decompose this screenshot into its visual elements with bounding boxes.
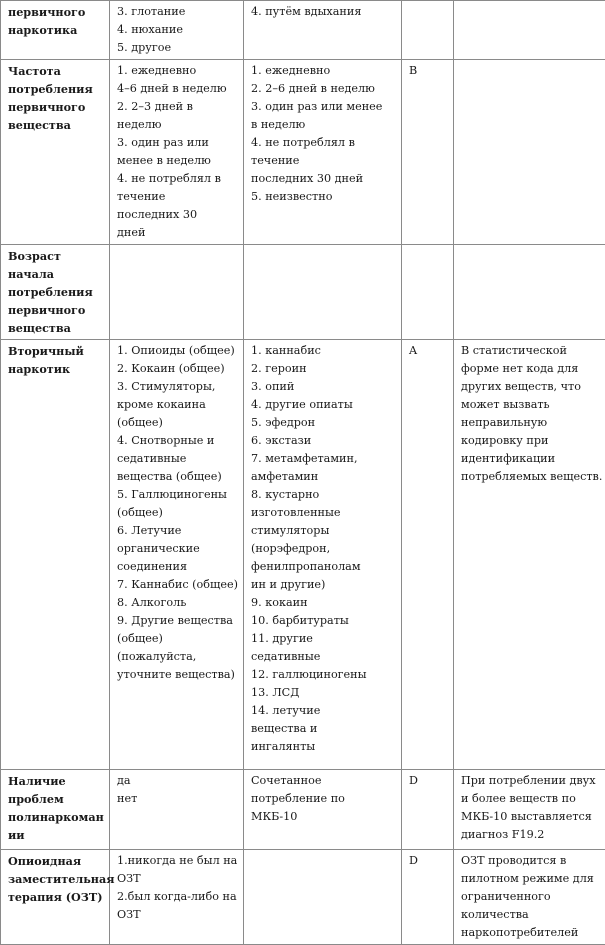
row-label: Опиоидная заместительная терапия (ОЗТ) bbox=[1, 850, 110, 945]
option-item: 2. Кокаин (общее) bbox=[117, 360, 243, 378]
row-label: первичного наркотика bbox=[1, 1, 110, 60]
option-item: 7. Каннабис (общее) bbox=[117, 576, 243, 594]
option-item: 4. не потреблял в течение последних 30 дней bbox=[251, 134, 401, 188]
option-item: 5. неизвестно bbox=[251, 188, 401, 206]
option-item: 5. другое bbox=[117, 39, 243, 57]
code-cell: D bbox=[402, 850, 454, 945]
options-col-b bbox=[244, 245, 402, 340]
row-label: Возраст начала потребления первичного вещества bbox=[1, 245, 110, 340]
option-item: 2. 2–6 дней в неделю bbox=[251, 80, 401, 98]
options-col-a bbox=[110, 245, 244, 340]
option-item: 5. эфедрон bbox=[251, 414, 401, 432]
option-item: 4. нюхание bbox=[117, 21, 243, 39]
option-item: 3. один раз или менее в неделю bbox=[117, 134, 243, 170]
option-item: 4. не потреблял в течение последних 30 дней bbox=[117, 170, 243, 242]
option-item: 6. экстази bbox=[251, 432, 401, 450]
option-item: 3. Стимуляторы, кроме кокаина (общее) bbox=[117, 378, 243, 432]
option-item: 2. 2–3 дней в неделю bbox=[117, 98, 243, 134]
option-item: 9. Другие вещества (общее) (пожалуйста, уточните вещества) bbox=[117, 612, 243, 684]
option-item: 6. Летучие органические соединения bbox=[117, 522, 243, 576]
table-row bbox=[1, 770, 605, 850]
code-cell: B bbox=[402, 60, 454, 245]
option-item: нет bbox=[117, 790, 243, 808]
option-item: 2.был когда-либо на ОЗТ bbox=[117, 888, 243, 924]
code-cell bbox=[402, 245, 454, 340]
table-row bbox=[1, 245, 605, 340]
note-cell: ОЗТ проводится в пилотном режиме для ограниченного количества наркопотребителей bbox=[454, 850, 605, 945]
note-cell: В статистической форме нет кода для других веществ, что может вызвать неправильную кодировку при идентификации потребляемых веществ. bbox=[454, 340, 605, 770]
note-cell bbox=[454, 245, 605, 340]
option-item: 3. глотание bbox=[117, 3, 243, 21]
note-cell bbox=[454, 60, 605, 245]
option-item: 2. героин bbox=[251, 360, 401, 378]
table-row bbox=[1, 60, 605, 245]
option-item: 7. метамфетамин, амфетамин bbox=[251, 450, 401, 486]
options-col-a bbox=[110, 60, 244, 245]
option-item: 1. ежедневно bbox=[251, 62, 401, 80]
option-item: 4. другие опиаты bbox=[251, 396, 401, 414]
option-item: 12. галлюциногены bbox=[251, 666, 401, 684]
options-col-b bbox=[244, 1, 402, 60]
options-col-b bbox=[244, 850, 402, 945]
note-cell bbox=[454, 1, 605, 60]
option-item: 3. один раз или менее в неделю bbox=[251, 98, 401, 134]
code-cell bbox=[402, 1, 454, 60]
row-label: Вторичный наркотик bbox=[1, 340, 110, 770]
options-col-b bbox=[244, 340, 402, 770]
options-col-b bbox=[244, 770, 402, 850]
options-col-a bbox=[110, 850, 244, 945]
option-item: 1. Опиоиды (общее) bbox=[117, 342, 243, 360]
option-item: 3. опий bbox=[251, 378, 401, 396]
option-item: да bbox=[117, 772, 243, 790]
option-item: 1.никогда не был на ОЗТ bbox=[117, 852, 243, 888]
option-item: Сочетанное потребление по МКБ-10 bbox=[251, 772, 401, 826]
option-item: 4. Снотворные и седативные вещества (общее) bbox=[117, 432, 243, 486]
option-item: 1. каннабис bbox=[251, 342, 401, 360]
row-label: Частота потребления первичного вещества bbox=[1, 60, 110, 245]
option-item: 4. путём вдыхания bbox=[251, 3, 401, 21]
options-col-a bbox=[110, 340, 244, 770]
option-item: 14. летучие вещества и ингалянты bbox=[251, 702, 401, 756]
option-item: 8. Алкоголь bbox=[117, 594, 243, 612]
code-cell: A bbox=[402, 340, 454, 770]
option-item: 8. кустарно изготовленные стимуляторы (норэфедрон, фенилпропанолам ин и другие) bbox=[251, 486, 401, 594]
option-item: 10. барбитураты bbox=[251, 612, 401, 630]
options-col-b bbox=[244, 60, 402, 245]
row-label: Наличие проблем полинаркоман ии bbox=[1, 770, 110, 850]
code-cell: D bbox=[402, 770, 454, 850]
table-row bbox=[1, 1, 605, 60]
options-col-a bbox=[110, 770, 244, 850]
table-body bbox=[1, 1, 605, 945]
option-item: 9. кокаин bbox=[251, 594, 401, 612]
table-row bbox=[1, 850, 605, 945]
table-row bbox=[1, 340, 605, 770]
options-col-a bbox=[110, 1, 244, 60]
option-item: 5. Галлюциногены (общее) bbox=[117, 486, 243, 522]
option-item: 1. ежедневно 4–6 дней в неделю bbox=[117, 62, 243, 98]
option-item: 13. ЛСД bbox=[251, 684, 401, 702]
option-item: 11. другие седативные bbox=[251, 630, 401, 666]
note-cell: При потреблении двух и более веществ по МКБ-10 выставляется диагноз F19.2 bbox=[454, 770, 605, 850]
